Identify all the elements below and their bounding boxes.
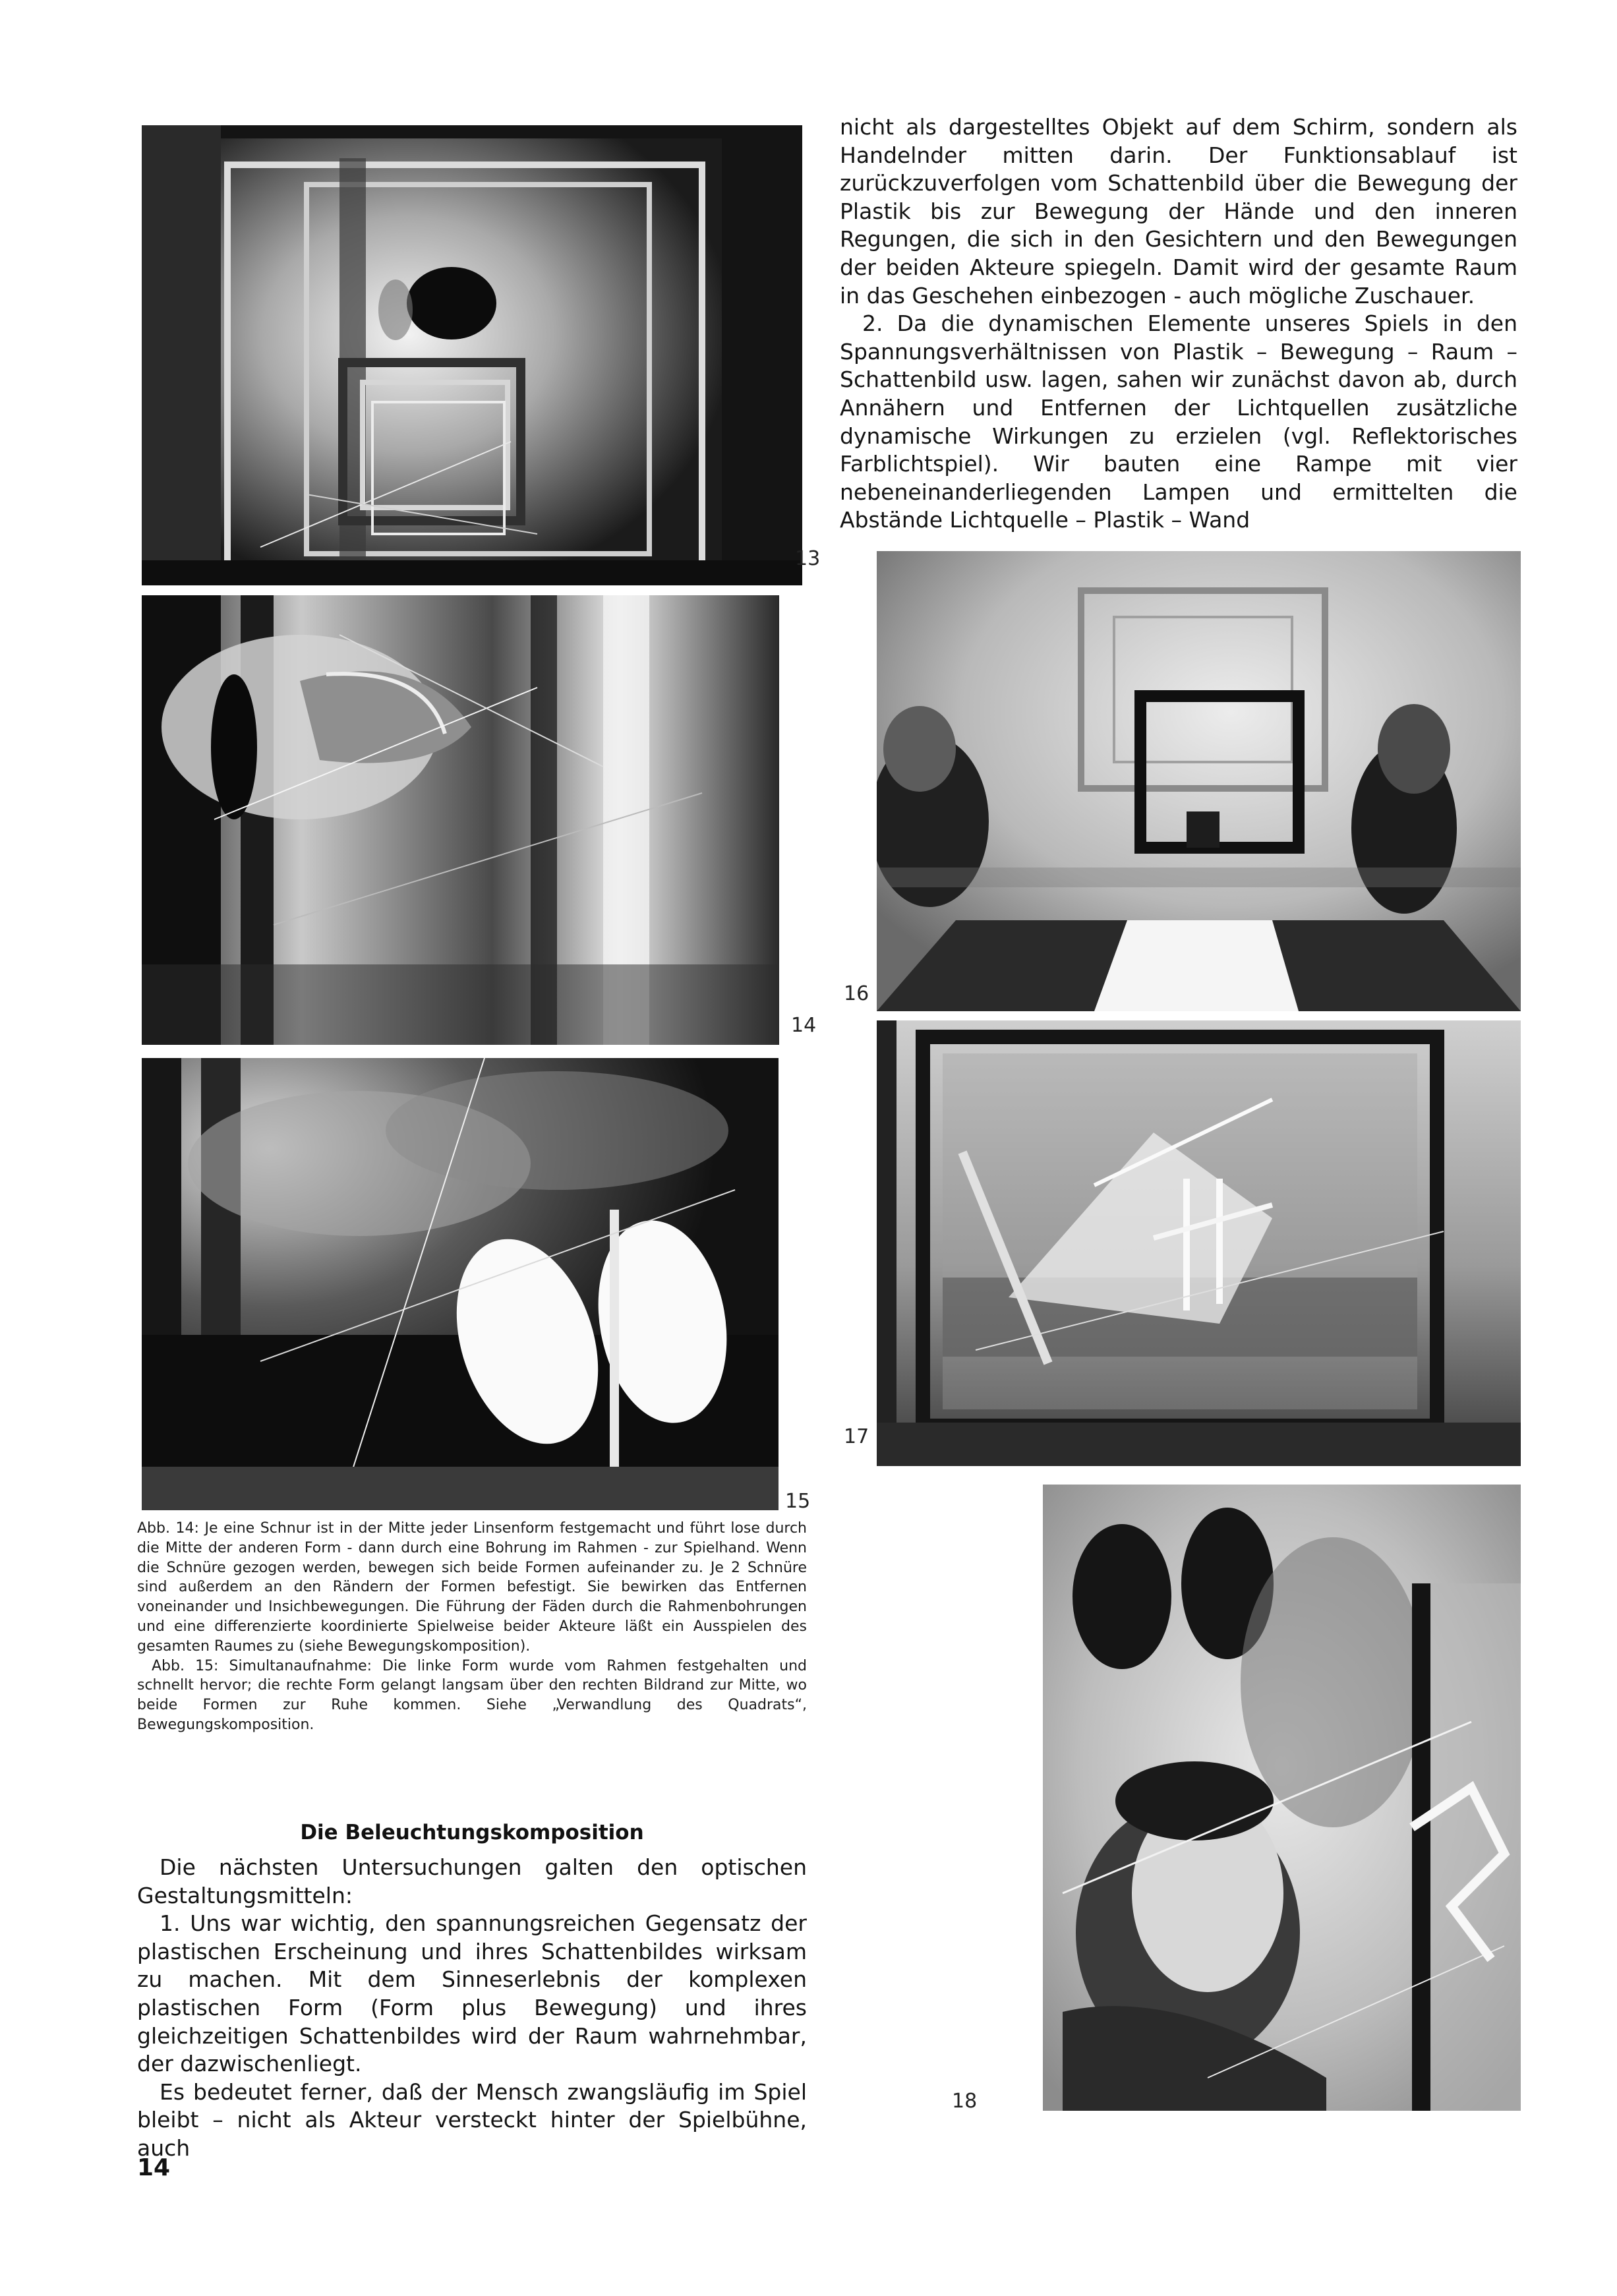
figure-number-14: 14	[791, 1014, 817, 1037]
figure-number-13: 13	[795, 547, 821, 570]
caption-abb-14: Abb. 14: Je eine Schnur ist in der Mitte jeder Linsenform festgemacht und führt lose durch die Mitte der anderen Form - dann durch eine Bohrung im Rahmen - zur Spielhand. Wenn die Schnüre gezogen werden, bewegen sich beide Formen aufeinander zu. Je 2 Schnüre sind außerdem an den Rändern der Formen befestigt. Sie bewirken das Entfernen voneinander und Insichbewegungen. Die Führung der Fäden durch die Rahmenbohrungen und eine differenzierte koordinierte Spielweise beider Akteure läßt ein Ausspielen des gesamten Raumes zu (siehe Bewegungskomposition).	[137, 1520, 807, 1655]
caption-abb-15: Abb. 15: Simultanaufnahme: Die linke Form wurde vom Rahmen festgehalten und schnellt hervor; die rechte Form gelangt langsam über den rechten Bildrand zur Mitte, wo beide Formen zur Ruhe kommen. Siehe „Verwandlung des Quadrats“, Bewegungskomposition.	[137, 1657, 807, 1733]
figure-number-17: 17	[844, 1425, 869, 1448]
section-heading: Die Beleuchtungskomposition	[300, 1821, 644, 1844]
figure-number-18: 18	[952, 2090, 978, 2113]
page-number: 14	[137, 2154, 171, 2181]
figure-number-16: 16	[844, 982, 869, 1005]
figure-captions	[137, 1519, 807, 1735]
photo-14	[142, 595, 779, 1045]
photo-15	[142, 1058, 779, 1510]
right-paragraph-2: 2. Da die dynamischen Elemente unseres Spiels in den Spannungsverhältnissen von Plastik – Bewegung – Raum – Schattenbild usw. lagen, sahen wir zunächst davon ab, durch Annähern und Entfernen der Lichtquellen zusätzliche dynamische Wirkungen zu erzielen (vgl. Reflektorisches Farblichtspiel). Wir bauten eine Rampe mit vier nebeneinanderliegenden Lampen und ermittelten die Abstände Lichtquelle – Plastik – Wand	[840, 310, 1517, 533]
section-paragraph-2: Es bedeutet ferner, daß der Mensch zwangsläufig im Spiel bleibt – nicht als Akteur versteckt hinter der Spielbühne, auch	[137, 2078, 807, 2161]
photo-13	[142, 125, 802, 585]
right-paragraph-1: nicht als dargestelltes Objekt auf dem Schirm, sondern als Handelnder mitten darin. Der Funktionsablauf ist zurückzuverfolgen vom Schattenbild über die Bewegung der Plastik bis zur Bewegung der Hände und den inneren Regungen, die sich in den Gesichtern und den Bewegungen der beiden Akteure spiegeln. Damit wird der gesamte Raum in das Geschehen einbezogen - auch mögliche Zuschauer.	[840, 114, 1517, 309]
photo-16	[877, 551, 1521, 1011]
left-column-text	[137, 1854, 807, 2163]
figure-number-15: 15	[785, 1490, 811, 1513]
photo-18	[1043, 1485, 1521, 2111]
section-paragraph-1: 1. Uns war wichtig, den spannungsreichen Gegensatz der plastischen Erscheinung und ihres Schattenbildes wirksam zu machen. Mit dem Sinneserlebnis der komplexen plastischen Form (Form plus Bewegung) und ihres gleichzeitigen Schattenbildes wird der Raum wahrnehmbar, der dazwischenliegt.	[137, 1910, 807, 2077]
right-column-text	[840, 113, 1517, 535]
photo-17	[877, 1020, 1521, 1466]
section-intro: Die nächsten Untersuchungen galten den optischen Gestaltungsmitteln:	[137, 1854, 807, 1908]
